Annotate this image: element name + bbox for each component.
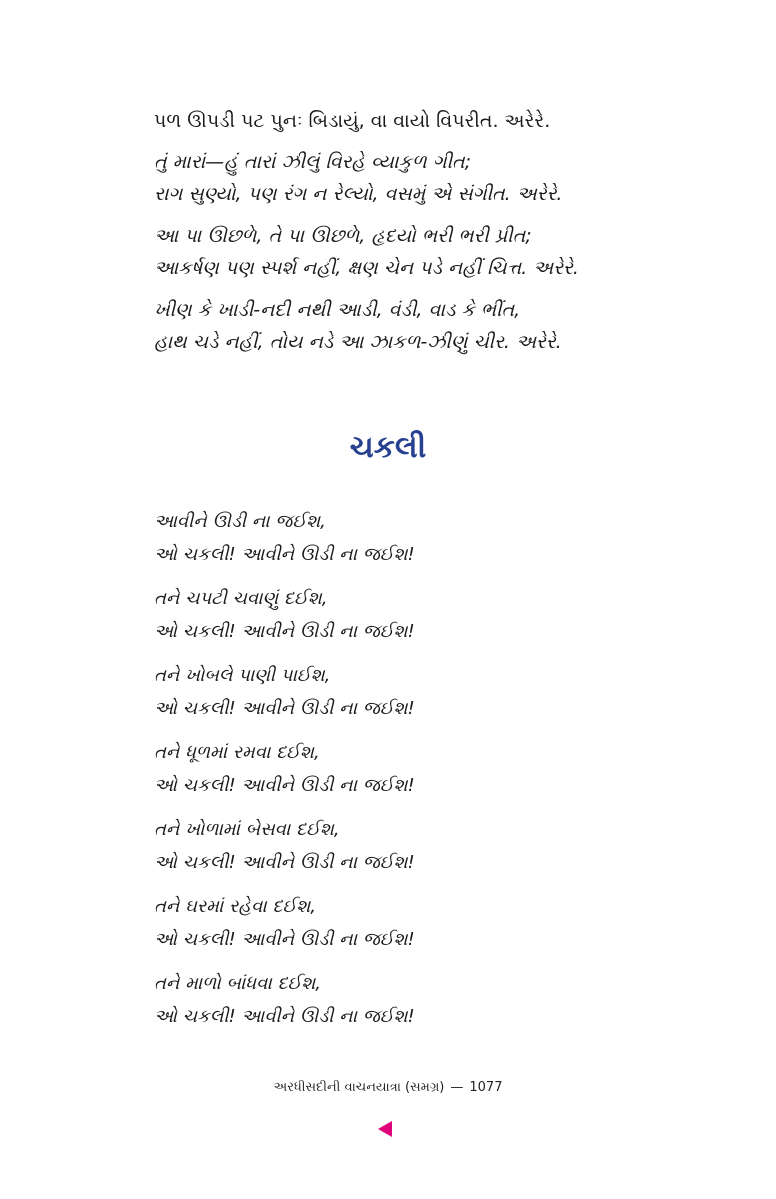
poem-line: આકર્ષણ પણ સ્પર્શ નહીં, ક્ષણ ચેન પડે નહીં ચિત્ત. અરેરે. (154, 257, 579, 279)
stanza (154, 582, 714, 648)
left-triangle-arrow-icon[interactable] (378, 1121, 392, 1137)
page-number: 1077 (469, 1080, 503, 1095)
poem-line: ખીણ કે ખાડી-નદી નથી આડી, વંડી, વાડ કે ભીંત, (154, 299, 521, 321)
poem-line: તને માળો બાંધવા દઈશ, (154, 973, 322, 994)
poem-line: આ પા ઊછળે, તે પા ઊછળે, હૃદયો ભરી ભરી પ્રીત; (154, 225, 532, 247)
poem-line: તને ધૂળમાં રમવા દઈશ, (154, 742, 320, 763)
poem-line: ઓ ચકલી! આવીને ઊડી ના જઈશ! (154, 1006, 415, 1027)
previous-poem-ending (154, 105, 714, 368)
poem-line: હાથ ચડે નહીં, તોય નડે આ ઝાકળ-ઝીણું ચીર. અરેરે. (154, 331, 562, 353)
poem-line: તને ઘરમાં રહેવા દઈશ, (154, 896, 316, 917)
stanza (154, 505, 714, 571)
poem-line: ઓ ચકલી! આવીને ઊડી ના જઈશ! (154, 621, 415, 642)
poem-body (154, 505, 714, 1044)
poem-line: ઓ ચકલી! આવીને ઊડી ના જઈશ! (154, 775, 415, 796)
poem-line: ઓ ચકલી! આવીને ઊડી ના જઈશ! (154, 852, 415, 873)
poem-line: તને ખોબલે પાણી પાઈશ, (154, 665, 331, 686)
stanza (154, 813, 714, 879)
poem-line: ઓ ચકલી! આવીને ઊડી ના જઈશ! (154, 698, 415, 719)
stanza (154, 659, 714, 725)
stanza (154, 220, 714, 284)
poem-line: રાગ સુણ્યો, પણ રંગ ન રેલ્યો, વસમું એ સંગીત. અરેરે. (154, 183, 563, 205)
stanza (154, 736, 714, 802)
page-footer (0, 1080, 776, 1095)
book-title: અરધીસદીની વાચનયાત્રા (સમગ્ર) (273, 1080, 445, 1095)
stanza (154, 967, 714, 1033)
stanza (154, 146, 714, 210)
poem-line: ઓ ચકલી! આવીને ઊડી ના જઈશ! (154, 544, 415, 565)
footer-separator: — (450, 1080, 464, 1095)
stanza (154, 294, 714, 358)
poem-line: આવીને ઊડી ના જઈશ, (154, 511, 326, 532)
stanza (154, 890, 714, 956)
poem-line: તું મારાં—હું તારાં ઝીલું વિરહે વ્યાકુળ ગીત; (154, 151, 472, 173)
poem-line: તને ચપટી ચવાણું દઈશ, (154, 588, 328, 609)
poem-line: તને ખોળામાં બેસવા દઈશ, (154, 819, 340, 840)
poem-line: પળ ઊપડી પટ પુનઃ બિડાયું, વા વાયો વિપરીત. અરેરે. (154, 110, 551, 132)
poem-line: ઓ ચકલી! આવીને ઊડી ના જઈશ! (154, 929, 415, 950)
poem-title: ચકલી (349, 430, 427, 465)
